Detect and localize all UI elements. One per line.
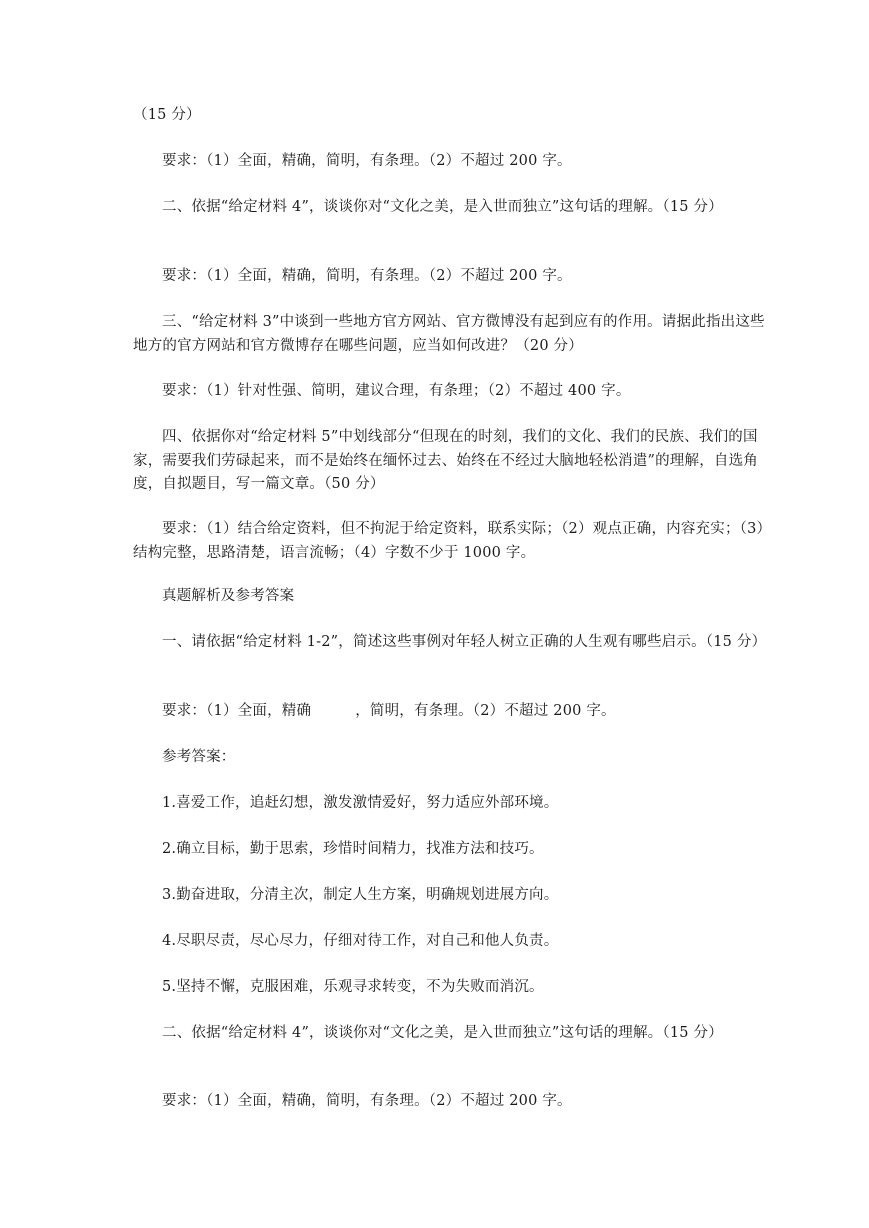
score-note: （15 分） bbox=[133, 107, 201, 123]
answer-item: 4.尽职尽责，尽心尽力，仔细对待工作，对自己和他人负责。 bbox=[162, 933, 559, 949]
requirement-text: 要求：（1）全面，精确，简明，有条理。（2）不超过 200 字。 bbox=[162, 268, 572, 284]
answer-item: 5.坚持不懈，克服困难，乐观寻求转变，不为失败而消沉。 bbox=[162, 979, 544, 995]
answer-question-one: 一、请依据“给定材料 1-2”，简述这些事例对年轻人树立正确的人生观有哪些启示。（15 分） bbox=[162, 634, 767, 650]
requirement-text: 要求：（1）全面，精确，简明，有条理。（2）不超过 200 字。 bbox=[162, 153, 572, 169]
question-two: 二、依据“给定材料 4”，谈谈你对“文化之美，是入世而独立”这句话的理解。（15 分） bbox=[162, 199, 723, 215]
question-four: 四、依据你对“给定材料 5”中划线部分“但现在的时刻，我们的文化、我们的民族、我们的国家，需要我们劳碌起来，而不是始终在缅怀过去、始终在不经过大脑地轻松消遣”的理解，自选角度，自拟题目，写一篇文章。（50 分） bbox=[133, 429, 759, 492]
question-three: 三、“给定材料 3”中谈到一些地方官方网站、官方微博没有起到应有的作用。请据此指出这些地方的官方网站和官方微博存在哪些问题，应当如何改进？（20 分） bbox=[133, 314, 765, 354]
requirement-text: 要求：（1）全面，精确，简明，有条理。（2）不超过 200 字。 bbox=[162, 1093, 572, 1109]
answer-item: 3.勤奋进取，分清主次，制定人生方案，明确规划进展方向。 bbox=[162, 887, 559, 903]
section-heading: 真题解析及参考答案 bbox=[162, 588, 295, 604]
answer-item: 2.确立目标，勤于思索，珍惜时间精力，找准方法和技巧。 bbox=[162, 841, 544, 857]
answer-question-two: 二、依据“给定材料 4”，谈谈你对“文化之美，是入世而独立”这句话的理解。（15 分） bbox=[162, 1025, 723, 1041]
requirement-text: 要求：（1）针对性强、简明，建议合理，有条理；（2）不超过 400 字。 bbox=[162, 383, 631, 399]
requirement-text-part: ，简明，有条理。（2）不超过 200 字。 bbox=[355, 703, 616, 719]
requirement-text-part: 要求：（1）全面，精确 bbox=[162, 703, 312, 719]
requirement-text bbox=[133, 700, 771, 724]
answer-item: 1.喜爱工作，追赶幻想，激发激情爱好，努力适应外部环境。 bbox=[162, 795, 559, 811]
answer-label: 参考答案： bbox=[162, 749, 236, 765]
requirement-text: 要求：（1）结合给定资料，但不拘泥于给定资料，联系实际；（2）观点正确，内容充实；（3）结构完整，思路清楚，语言流畅；（4）字数不少于 1000 字。 bbox=[133, 521, 764, 561]
